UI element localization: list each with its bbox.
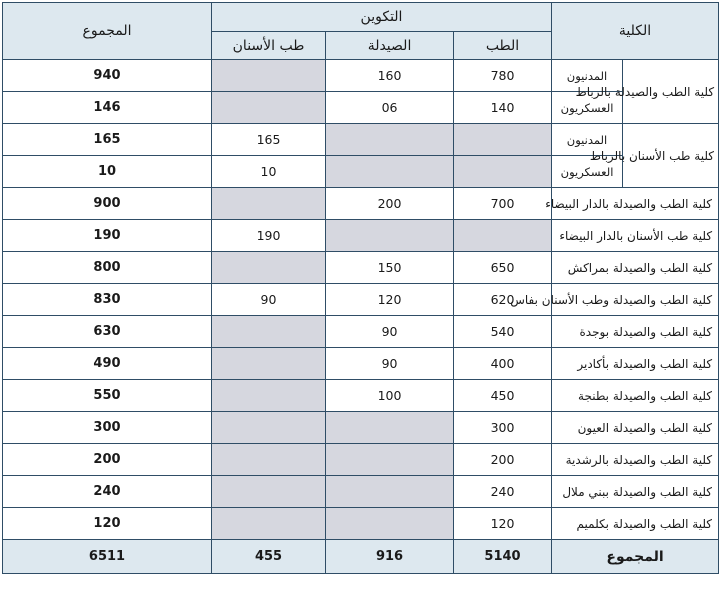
medicine-cell: 540 — [454, 316, 552, 348]
row-total-cell: 120 — [3, 508, 212, 540]
pharmacy-cell: 06 — [326, 92, 454, 124]
table-row — [3, 188, 719, 220]
personnel-type: العسكريون — [552, 156, 623, 188]
pharmacy-cell — [326, 156, 454, 188]
pharmacy-cell: 200 — [326, 188, 454, 220]
row-total-cell: 830 — [3, 284, 212, 316]
pharmacy-header: الصيدلة — [326, 32, 454, 60]
table-row — [3, 124, 719, 156]
medicine-cell: 300 — [454, 412, 552, 444]
pharmacy-cell — [326, 444, 454, 476]
total-medicine: 5140 — [454, 540, 552, 574]
dentistry-cell — [212, 412, 326, 444]
table-row — [3, 348, 719, 380]
college-name: كلية الطب والصيدلة بطنجة — [552, 380, 719, 412]
dentistry-cell — [212, 92, 326, 124]
dentistry-cell — [212, 188, 326, 220]
dentistry-cell — [212, 508, 326, 540]
row-total-cell: 630 — [3, 316, 212, 348]
row-total-cell: 300 — [3, 412, 212, 444]
medicine-cell — [454, 156, 552, 188]
total-dentistry: 455 — [212, 540, 326, 574]
college-name: كلية الطب والصيدلة وطب الأسنان بفاس — [552, 284, 719, 316]
medicine-cell — [454, 124, 552, 156]
row-total-cell: 800 — [3, 252, 212, 284]
pharmacy-cell: 100 — [326, 380, 454, 412]
college-name: كلية الطب والصيدلة بالدار البيضاء — [552, 188, 719, 220]
pharmacy-cell: 90 — [326, 316, 454, 348]
college-name: كلية الطب والصيدلة بالرباط — [623, 60, 719, 124]
medicine-header: الطب — [454, 32, 552, 60]
dentistry-header: طب الأسنان — [212, 32, 326, 60]
college-name: كلية الطب والصيدلة بأكادير — [552, 348, 719, 380]
table-row — [3, 444, 719, 476]
medicine-cell: 700 — [454, 188, 552, 220]
college-name: كلية الطب والصيدلة العيون — [552, 412, 719, 444]
row-total-cell: 200 — [3, 444, 212, 476]
pharmacy-cell: 150 — [326, 252, 454, 284]
pharmacy-cell: 90 — [326, 348, 454, 380]
college-header: الكلية — [552, 3, 719, 60]
medicine-cell: 780 — [454, 60, 552, 92]
row-total-cell: 490 — [3, 348, 212, 380]
college-name: كلية الطب والصيدلة بالرشدية — [552, 444, 719, 476]
total-header: المجموع — [3, 3, 212, 60]
table-row — [3, 284, 719, 316]
row-total-cell: 240 — [3, 476, 212, 508]
grand-total: 6511 — [3, 540, 212, 574]
row-total-cell: 10 — [3, 156, 212, 188]
medicine-cell: 650 — [454, 252, 552, 284]
table-row — [3, 412, 719, 444]
college-name: كلية الطب والصيدلة بوجدة — [552, 316, 719, 348]
college-name: كلية الطب والصيدلة ببني ملال — [552, 476, 719, 508]
personnel-type: المدنيون — [552, 124, 623, 156]
training-header: التكوين — [212, 3, 552, 32]
pharmacy-cell — [326, 124, 454, 156]
pharmacy-cell — [326, 508, 454, 540]
medicine-cell: 240 — [454, 476, 552, 508]
pharmacy-cell: 120 — [326, 284, 454, 316]
dentistry-cell — [212, 252, 326, 284]
dentistry-cell — [212, 316, 326, 348]
table-row — [3, 508, 719, 540]
dentistry-cell: 90 — [212, 284, 326, 316]
table-row — [3, 252, 719, 284]
pharmacy-cell — [326, 476, 454, 508]
table-row — [3, 316, 719, 348]
college-name: كلية طب الأسنان بالرباط — [623, 124, 719, 188]
medicine-cell: 620 — [454, 284, 552, 316]
table-row — [3, 220, 719, 252]
row-total-cell: 190 — [3, 220, 212, 252]
medicine-cell: 140 — [454, 92, 552, 124]
dentistry-cell — [212, 60, 326, 92]
total-row — [3, 540, 719, 574]
table-body — [3, 60, 719, 540]
row-total-cell: 940 — [3, 60, 212, 92]
dentistry-cell: 10 — [212, 156, 326, 188]
row-total-cell: 146 — [3, 92, 212, 124]
college-name: كلية الطب والصيدلة بكلميم — [552, 508, 719, 540]
table-row — [3, 476, 719, 508]
row-total-cell: 550 — [3, 380, 212, 412]
pharmacy-cell — [326, 412, 454, 444]
table-row — [3, 60, 719, 92]
admissions-table — [2, 2, 719, 574]
total-row-label: المجموع — [552, 540, 719, 574]
dentistry-cell — [212, 476, 326, 508]
dentistry-cell: 190 — [212, 220, 326, 252]
pharmacy-cell: 160 — [326, 60, 454, 92]
pharmacy-cell — [326, 220, 454, 252]
medicine-cell: 400 — [454, 348, 552, 380]
medicine-cell: 450 — [454, 380, 552, 412]
college-name: كلية طب الأسنان بالدار البيضاء — [552, 220, 719, 252]
row-total-cell: 900 — [3, 188, 212, 220]
dentistry-cell: 165 — [212, 124, 326, 156]
medicine-cell: 120 — [454, 508, 552, 540]
dentistry-cell — [212, 348, 326, 380]
row-total-cell: 165 — [3, 124, 212, 156]
personnel-type: العسكريون — [552, 92, 623, 124]
table-row — [3, 380, 719, 412]
dentistry-cell — [212, 444, 326, 476]
medicine-cell: 200 — [454, 444, 552, 476]
college-name: كلية الطب والصيدلة بمراكش — [552, 252, 719, 284]
total-pharmacy: 916 — [326, 540, 454, 574]
dentistry-cell — [212, 380, 326, 412]
personnel-type: المدنيون — [552, 60, 623, 92]
medicine-cell — [454, 220, 552, 252]
